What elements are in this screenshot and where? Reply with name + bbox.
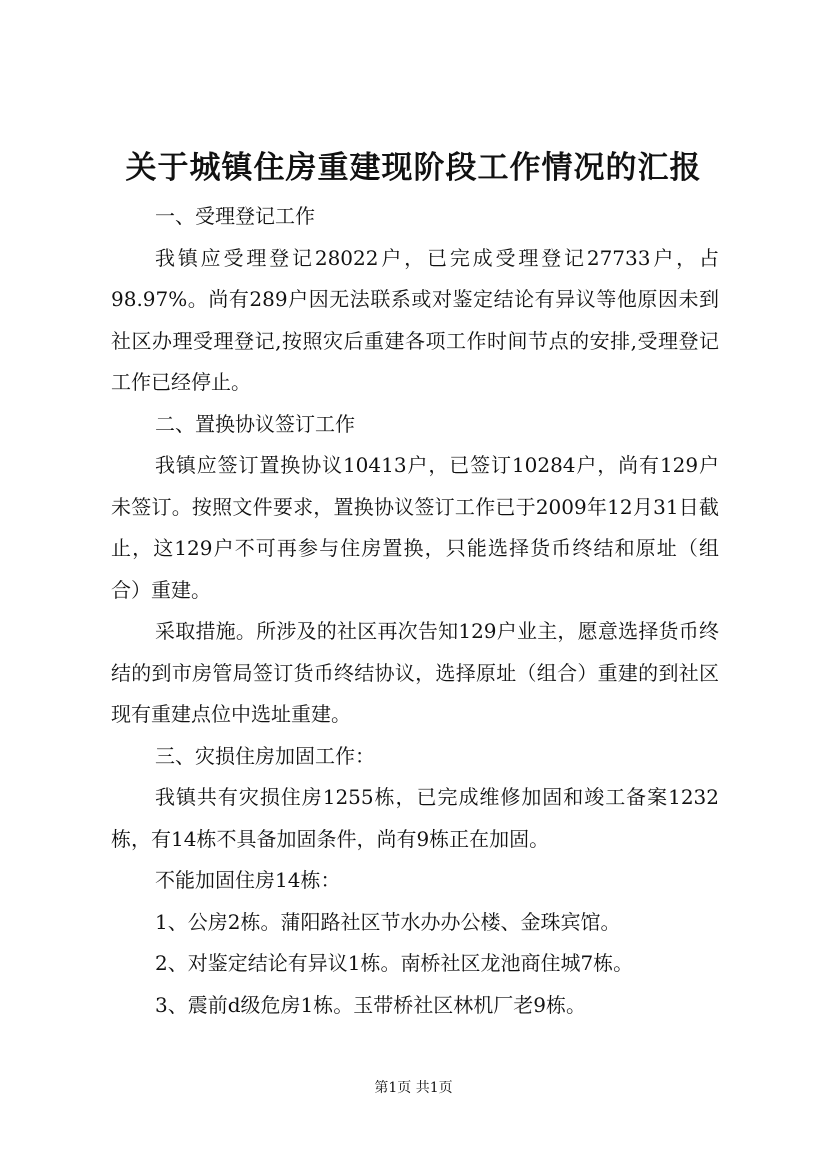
document-body [111, 196, 719, 1026]
paragraph-agreement: 我镇应签订置换协议10413户，已签订10284户，尚有129户未签订。按照文件要求，置换协议签订工作已于2009年12月31日截止，这129户不可再参与住房置换，只能选择货币终结和原址（组合）重建。 [111, 453, 719, 602]
paragraph-reinforcement: 我镇共有灾损住房1255栋，已完成维修加固和竣工备案1232栋，有14栋不具备加固条件，尚有9栋正在加固。 [111, 785, 719, 851]
paragraph-registration: 我镇应受理登记28022户，已完成受理登记27733户，占98.97%。尚有289户因无法联系或对鉴定结论有异议等他原因未到社区办理受理登记,按照灾后重建各项工作时间节点的安排,受理登记工作已经停止。 [111, 245, 719, 394]
list-item: 1、公房2栋。蒲阳路社区节水办办公楼、金珠宾馆。 [155, 909, 621, 934]
section-heading-agreement: 二、置换协议签订工作 [155, 411, 355, 436]
section-heading-reinforcement: 三、灾损住房加固工作： [155, 743, 375, 768]
section-heading-registration: 一、受理登记工作 [155, 204, 315, 228]
list-item: 3、震前d级危房1栋。玉带桥社区林机厂老9栋。 [155, 992, 586, 1017]
document-title: 关于城镇住房重建现阶段工作情况的汇报 [125, 150, 702, 186]
list-intro: 不能加固住房14栋： [155, 868, 341, 892]
page-footer: 第1页 共1页 [374, 1080, 453, 1096]
list-item: 2、对鉴定结论有异议1栋。南桥社区龙池商住城7栋。 [155, 951, 634, 975]
paragraph-measures: 采取措施。所涉及的社区再次告知129户业主，愿意选择货币终结的到市房管局签订货币终结协议，选择原址（组合）重建的到社区现有重建点位中选址重建。 [111, 619, 719, 726]
